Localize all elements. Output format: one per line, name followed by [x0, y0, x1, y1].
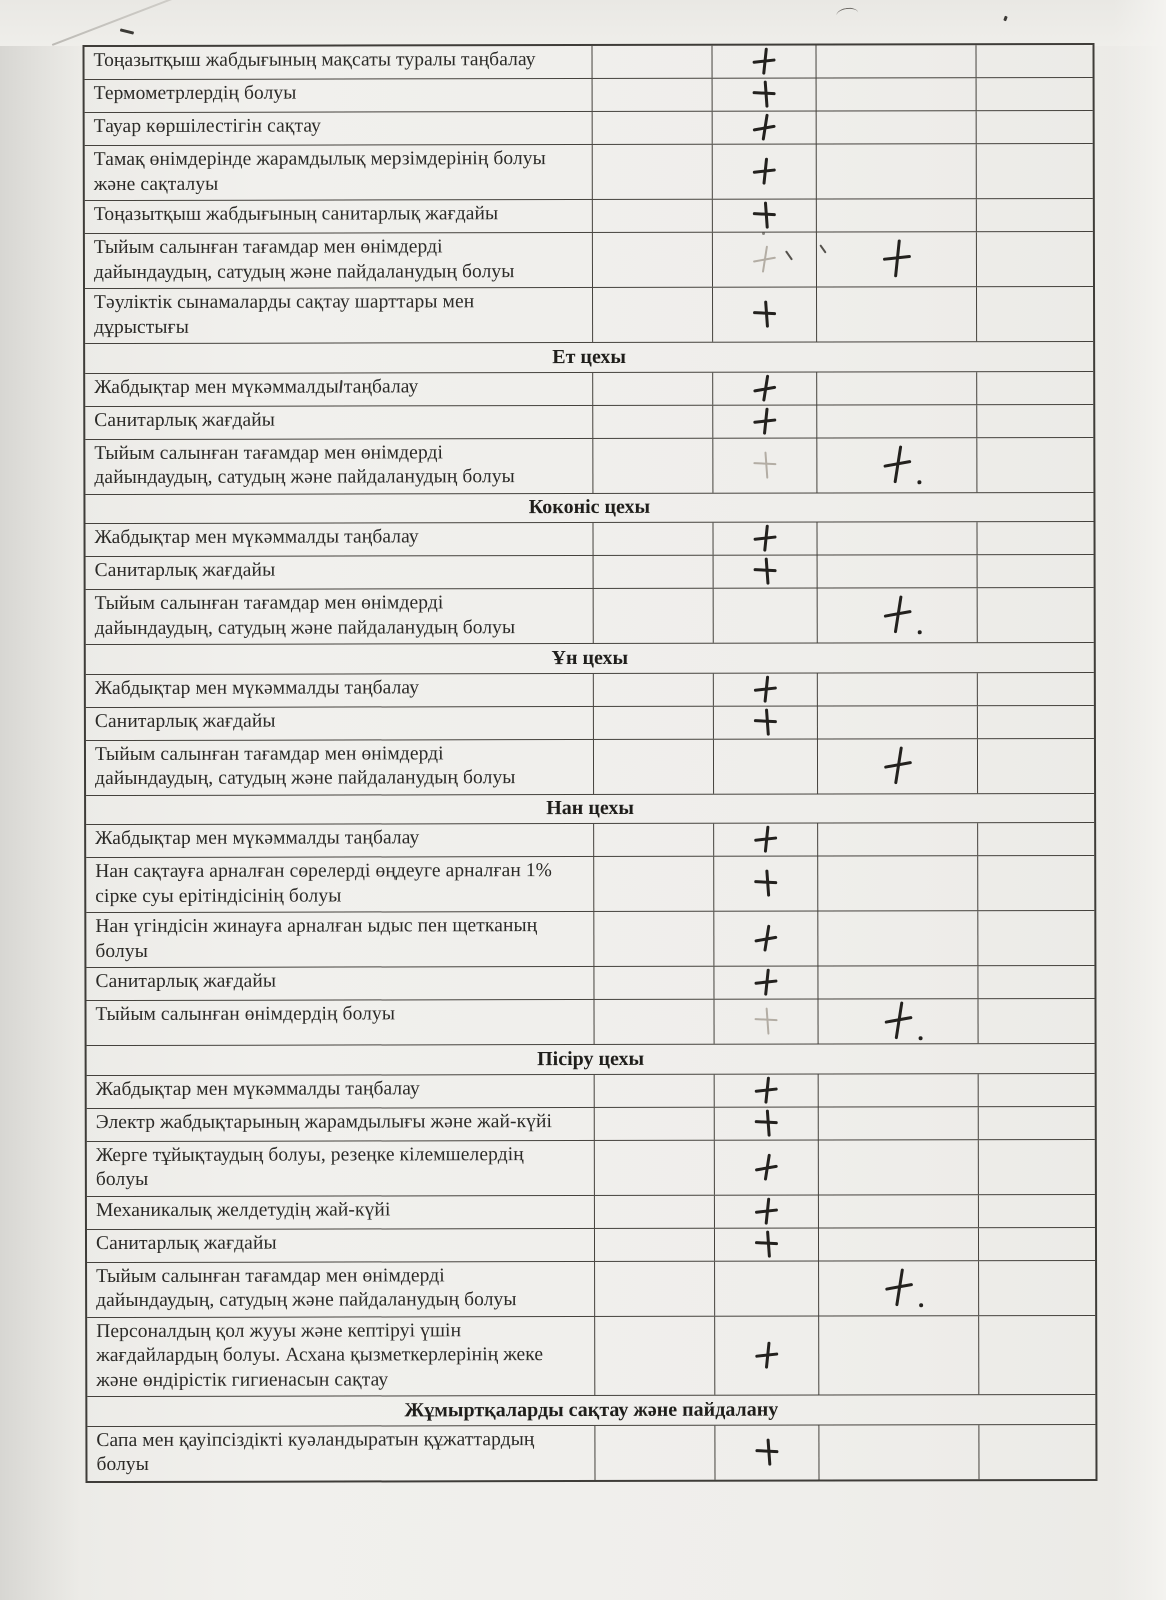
section-header: Нан цехы: [86, 793, 1094, 825]
result-cell: [714, 673, 818, 705]
checkmark-icon: [752, 708, 778, 736]
paper-top-shading: [0, 0, 1166, 46]
result-cell: [714, 1000, 818, 1044]
table-row: [85, 78, 1093, 113]
result-cell: [713, 200, 817, 232]
result-cell: [715, 1261, 819, 1315]
result-cell: [713, 438, 817, 492]
checkmark-icon: [753, 826, 779, 854]
table-row: [85, 404, 1093, 439]
checkmark-faint-icon: [751, 246, 777, 274]
result-cell: [817, 287, 977, 341]
result-cell: [593, 112, 713, 144]
result-cell: [595, 1425, 715, 1479]
result-cell: [978, 588, 1094, 642]
checkmark-icon: [752, 374, 778, 402]
result-cell: [979, 1315, 1095, 1394]
checkmark-icon: [753, 870, 779, 898]
checklist-item-label: Жерге тұйықтаудың болуы, резеңке кілемшелердің болуы: [87, 1140, 595, 1195]
checklist-item-label: Жабдықтар мен мүкәммалды таңбалау: [85, 523, 593, 556]
result-cell: [979, 1424, 1095, 1478]
checklist-item-label: Жабдықтар мен мүкәммалды таңбалау: [86, 824, 594, 857]
table-row: [84, 45, 1092, 80]
checkmark-icon: [751, 202, 777, 230]
section-header: Жұмыртқаларды сақтау және пайдалану: [87, 1395, 1095, 1427]
result-cell: [819, 1195, 979, 1227]
checkmark-faint-icon: [752, 451, 778, 479]
result-cell: [817, 438, 977, 492]
result-cell: [594, 706, 714, 738]
ink-dot: [917, 480, 921, 484]
checkmark-icon: [752, 525, 778, 553]
checklist-item-label: Нан сақтауға арналған сөрелерді өңдеуге арналған 1% сірке суы ерітіндісінің болуы: [86, 857, 594, 912]
result-cell: [595, 1195, 715, 1227]
checklist-item-label: Механикалық желдетудің жай-күйі: [87, 1195, 595, 1228]
result-cell: [977, 232, 1093, 286]
result-cell: [593, 372, 713, 404]
checklist-item-label: Тәуліктік сынамаларды сақтау шарттары мен дұрыстығы: [85, 288, 593, 343]
table-row: [85, 437, 1093, 494]
result-cell: [595, 1074, 715, 1106]
checkmark-icon: [882, 1001, 914, 1041]
result-cell: [594, 589, 714, 643]
checklist-item-label: Жабдықтар мен мүкәммалды таңбалау: [86, 673, 594, 706]
checkmark-icon: [881, 595, 913, 635]
result-cell: [978, 911, 1094, 965]
checkmark-icon: [751, 114, 777, 142]
result-cell: [595, 1261, 715, 1315]
result-cell: [713, 79, 817, 111]
checklist-item-label: Персоналдың қол жууы және кептіруі үшін жағдайлардың болуы. Асхана қызметкерлерінің жеке және өндірістік гигиенасын сақтау: [87, 1316, 595, 1396]
checkmark-faint-icon: [753, 1008, 779, 1036]
ink-dot: [919, 1303, 923, 1307]
checkmark-icon: [752, 407, 778, 435]
result-cell: [715, 1107, 819, 1139]
result-cell: [818, 966, 978, 998]
result-cell: [978, 555, 1094, 587]
result-cell: [595, 1140, 715, 1194]
result-cell: [593, 523, 713, 555]
result-cell: [714, 706, 818, 738]
checkmark-icon: [751, 158, 777, 186]
result-cell: [816, 45, 976, 77]
result-cell: [714, 824, 818, 856]
result-cell: [594, 857, 714, 911]
result-cell: [715, 1074, 819, 1106]
checklist-item-label: Тоңазытқыш жабдығының мақсаты туралы таңбалау: [84, 46, 592, 79]
result-cell: [594, 556, 714, 588]
table-row: [87, 1139, 1095, 1196]
result-cell: [817, 405, 977, 437]
result-cell: [979, 1139, 1095, 1193]
result-cell: [595, 1228, 715, 1260]
table-row: [85, 144, 1093, 201]
result-cell: [593, 200, 713, 232]
checkmark-icon: [753, 1109, 779, 1137]
result-cell: [817, 111, 977, 143]
result-cell: [817, 372, 977, 404]
checklist-item-label: Санитарлық жағдайы: [86, 706, 594, 739]
result-cell: [978, 999, 1094, 1043]
paper-right-margin: [1114, 0, 1166, 1600]
table-row: [86, 705, 1094, 740]
result-cell: [592, 46, 712, 78]
result-cell: [818, 588, 978, 642]
table-row: [85, 287, 1093, 344]
checkmark-icon: [753, 969, 779, 997]
result-cell: [817, 232, 977, 286]
table-row: [86, 588, 1094, 645]
result-cell: [818, 739, 978, 793]
checklist-item-label: Санитарлық жағдайы: [85, 405, 593, 438]
result-cell: [593, 79, 713, 111]
result-cell: [978, 738, 1094, 792]
result-cell: [819, 1261, 979, 1315]
result-cell: [713, 372, 817, 404]
table-row: [87, 1315, 1095, 1397]
result-cell: [978, 705, 1094, 737]
checklist-item-label: Жабдықтар мен мүкәммалды таңбалау: [87, 1074, 595, 1107]
table-row: [85, 371, 1093, 406]
checkmark-icon: [753, 925, 779, 953]
checkmark-icon: [754, 1438, 780, 1466]
result-cell: [818, 856, 978, 910]
table-row: [86, 555, 1094, 590]
section-header: Коконіс цехы: [85, 492, 1093, 524]
checklist-item-label: Тыйым салынған өнімдердің болуы: [86, 1000, 594, 1045]
result-cell: [713, 112, 817, 144]
table-row: [86, 999, 1094, 1046]
result-cell: [819, 1107, 979, 1139]
result-cell: [979, 1194, 1095, 1226]
result-cell: [594, 824, 714, 856]
result-cell: [977, 371, 1093, 403]
checklist-item-label: Тыйым салынған тағамдар мен өнімдерді дайындаудың, сатудың және пайдаланудың болуы: [86, 589, 594, 644]
checklist-item-label: Тамақ өнімдерінде жарамдылық мерзімдерінің болуы және сақталуы: [85, 145, 593, 200]
checkmark-icon: [751, 81, 777, 109]
result-cell: [593, 288, 713, 342]
section-header: Ет цехы: [85, 342, 1093, 374]
checklist-item-label: Санитарлық жағдайы: [86, 967, 594, 1000]
section-header: Пісіру цехы: [87, 1044, 1095, 1076]
result-cell: [977, 404, 1093, 436]
result-cell: [818, 911, 978, 965]
result-cell: [713, 145, 817, 199]
table-row: [87, 1260, 1095, 1317]
table-row: [85, 199, 1093, 234]
table-row: [87, 1227, 1095, 1262]
checklist-item-label: Сапа мен қауіпсіздікті куәландыратын құжаттардың болуы: [87, 1425, 595, 1480]
checkmark-icon: [752, 675, 778, 703]
result-cell: [714, 739, 818, 793]
table-row: [86, 911, 1094, 968]
result-cell: [594, 967, 714, 999]
result-cell: [712, 46, 816, 78]
checkmark-icon: [751, 48, 777, 76]
result-cell: [819, 1140, 979, 1194]
table-row: [86, 856, 1094, 913]
result-cell: [713, 523, 817, 555]
result-cell: [593, 233, 713, 287]
checklist-item-label: Тоңазытқыш жабдығының санитарлық жағдайы: [85, 200, 593, 233]
result-cell: [817, 199, 977, 231]
result-cell: [713, 288, 817, 342]
checkmark-icon: [753, 1153, 779, 1181]
checkmark-icon: [881, 746, 913, 786]
checkmark-icon: [753, 1230, 779, 1258]
result-cell: [977, 78, 1093, 110]
result-cell: [715, 1228, 819, 1260]
result-cell: [817, 522, 977, 554]
result-cell: [595, 1316, 715, 1395]
checklist-item-label: Тыйым салынған тағамдар мен өнімдерді дайындаудың, сатудың және пайдаланудың болуы: [85, 438, 593, 493]
inspection-checklist-table: [82, 43, 1097, 1483]
checklist-item-label: Термометрлердің болуы: [85, 79, 593, 112]
result-cell: [976, 45, 1092, 77]
result-cell: [818, 823, 978, 855]
result-cell: [713, 405, 817, 437]
checkmark-icon: [880, 239, 912, 279]
table-row: [85, 111, 1093, 146]
result-cell: [818, 999, 978, 1043]
result-cell: [714, 967, 818, 999]
result-cell: [979, 1106, 1095, 1138]
result-cell: [818, 673, 978, 705]
result-cell: [594, 912, 714, 966]
section-header: Ұн цехы: [86, 643, 1094, 675]
table-row: [85, 232, 1093, 289]
result-cell: [714, 589, 818, 643]
result-cell: [819, 1425, 979, 1479]
checklist-item-label: Тауар көршілестігін сақтау: [85, 112, 593, 145]
result-cell: [715, 1425, 819, 1479]
result-cell: [594, 739, 714, 793]
result-cell: [594, 673, 714, 705]
result-cell: [819, 1074, 979, 1106]
result-cell: [595, 1107, 715, 1139]
result-cell: [977, 111, 1093, 143]
table-row: [87, 1106, 1095, 1141]
checklist-item-label: Жабдықтар мен мүкәммалды таңбалау: [85, 372, 593, 405]
ink-dot: [917, 630, 921, 634]
result-cell: [979, 1260, 1095, 1314]
table-row: [87, 1073, 1095, 1108]
result-cell: [978, 966, 1094, 998]
result-cell: [818, 706, 978, 738]
table-row: [87, 1194, 1095, 1229]
result-cell: [979, 1073, 1095, 1105]
result-cell: [978, 823, 1094, 855]
result-cell: [715, 1316, 819, 1395]
result-cell: [593, 145, 713, 199]
result-cell: [715, 1195, 819, 1227]
checklist-item-label: Нан үгіндісін жинауға арналған ыдыс пен щетканың болуы: [86, 912, 594, 967]
table-row: [86, 738, 1094, 795]
result-cell: [817, 78, 977, 110]
table-row: [86, 823, 1094, 858]
result-cell: [819, 1228, 979, 1260]
checklist-item-label: Санитарлық жағдайы: [87, 1228, 595, 1261]
result-cell: [977, 144, 1093, 198]
checklist-item-label: Санитарлық жағдайы: [86, 556, 594, 589]
checkmark-icon: [753, 1076, 779, 1104]
checkmark-icon: [752, 558, 778, 586]
table-row: [87, 1424, 1095, 1480]
table-row: [85, 522, 1093, 557]
result-cell: [978, 672, 1094, 704]
checklist-item-label: Тыйым салынған тағамдар мен өнімдерді дайындаудың, сатудың және пайдаланудың болуы: [85, 233, 593, 288]
result-cell: [977, 287, 1093, 341]
table-row: [86, 672, 1094, 707]
result-cell: [714, 857, 818, 911]
ink-dot: [918, 1036, 922, 1040]
checkmark-icon: [883, 1268, 915, 1308]
result-cell: [819, 1316, 979, 1395]
result-cell: [977, 437, 1093, 491]
result-cell: [979, 1227, 1095, 1259]
checklist-item-label: Тыйым салынған тағамдар мен өнімдерді дайындаудың, сатудың және пайдаланудың болуы: [87, 1261, 595, 1316]
checkmark-icon: [753, 1197, 779, 1225]
result-cell: [713, 233, 817, 287]
result-cell: [593, 438, 713, 492]
result-cell: [818, 555, 978, 587]
checkmark-icon: [752, 301, 778, 329]
checklist-item-label: Тыйым салынған тағамдар мен өнімдерді дайындаудың, сатудың және пайдаланудың болуы: [86, 739, 594, 794]
checklist-item-label: Электр жабдықтарының жарамдылығы және жай-күйі: [87, 1107, 595, 1140]
checkmark-icon: [881, 445, 913, 485]
result-cell: [817, 144, 977, 198]
result-cell: [977, 199, 1093, 231]
result-cell: [714, 912, 818, 966]
result-cell: [593, 405, 713, 437]
result-cell: [715, 1140, 819, 1194]
result-cell: [714, 556, 818, 588]
result-cell: [977, 522, 1093, 554]
result-cell: [978, 856, 1094, 910]
table-row: [86, 966, 1094, 1001]
result-cell: [594, 1000, 714, 1044]
checkmark-icon: [754, 1341, 780, 1369]
